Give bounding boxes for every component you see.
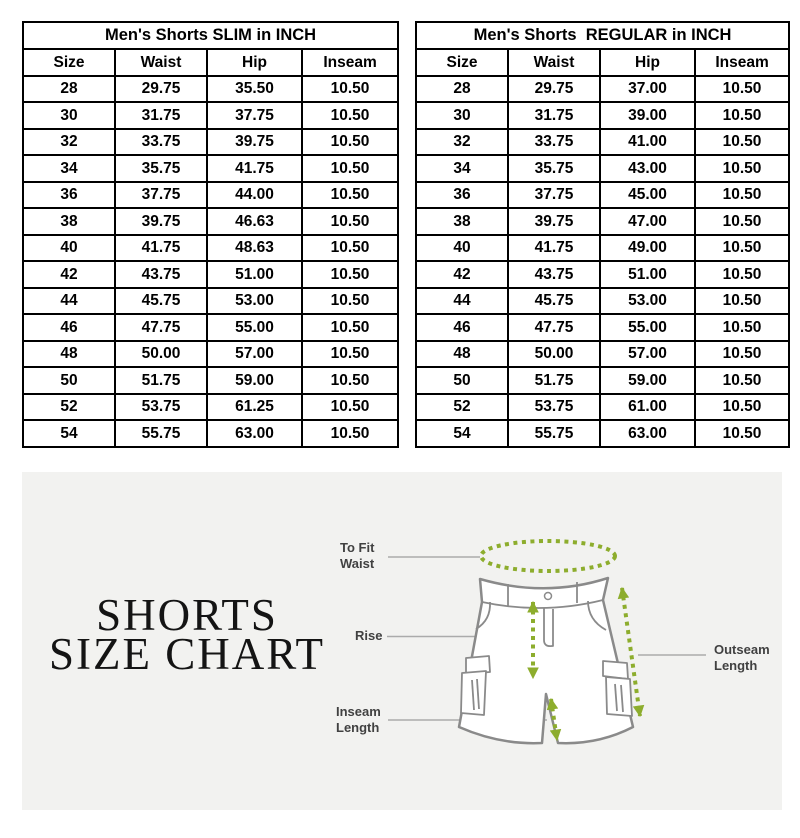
table-cell: 35.75 (508, 155, 600, 182)
table-cell: 53.75 (508, 394, 600, 421)
table-cell: 57.00 (600, 341, 695, 368)
table-cell: 41.75 (508, 235, 600, 262)
table-cell: 10.50 (695, 76, 789, 103)
table-row (416, 261, 789, 288)
table-cell: 45.75 (508, 288, 600, 315)
table-cell: 63.00 (600, 420, 695, 447)
column-header-hip: Hip (207, 49, 302, 76)
table-row (23, 76, 398, 103)
table-cell: 45.75 (115, 288, 207, 315)
table-cell: 48 (23, 341, 115, 368)
table-row (416, 76, 789, 103)
table-row (416, 314, 789, 341)
label-rise: Rise (355, 628, 383, 643)
table-row (416, 182, 789, 209)
table-row (23, 208, 398, 235)
table-cell: 55.75 (115, 420, 207, 447)
table-cell: 50.00 (115, 341, 207, 368)
table-row (416, 155, 789, 182)
label-to-fit-waist (340, 540, 374, 572)
table-cell: 41.75 (115, 235, 207, 262)
table-cell: 10.50 (695, 129, 789, 156)
column-header-size: Size (416, 49, 508, 76)
table-cell: 55.00 (600, 314, 695, 341)
table-cell: 42 (416, 261, 508, 288)
table-cell: 37.75 (207, 102, 302, 129)
table-row (23, 102, 398, 129)
table-cell: 52 (416, 394, 508, 421)
table-row (23, 129, 398, 156)
button (545, 593, 552, 600)
table-cell: 10.50 (695, 394, 789, 421)
table-cell: 10.50 (302, 314, 398, 341)
table-row (416, 208, 789, 235)
table-row (23, 235, 398, 262)
table-title: Men's Shorts SLIM in INCH (23, 22, 398, 49)
table-cell: 41.75 (207, 155, 302, 182)
table-cell: 10.50 (695, 341, 789, 368)
table-cell: 10.50 (302, 102, 398, 129)
cargo-pocket-right (606, 677, 632, 716)
table-cell: 29.75 (508, 76, 600, 103)
table-cell: 43.75 (508, 261, 600, 288)
table-cell: 55.00 (207, 314, 302, 341)
table-cell: 44.00 (207, 182, 302, 209)
column-header-inseam: Inseam (695, 49, 789, 76)
table-cell: 61.00 (600, 394, 695, 421)
table-row (416, 394, 789, 421)
column-header-inseam: Inseam (302, 49, 398, 76)
table-cell: 33.75 (508, 129, 600, 156)
table-row (416, 102, 789, 129)
table-cell: 51.00 (600, 261, 695, 288)
table-cell: 10.50 (302, 155, 398, 182)
table-cell: 31.75 (115, 102, 207, 129)
table-cell: 42 (23, 261, 115, 288)
table-cell: 45.00 (600, 182, 695, 209)
label-outseam-line2: Length (714, 658, 758, 673)
table-cell: 47.00 (600, 208, 695, 235)
table-header-row (23, 49, 398, 76)
table-cell: 10.50 (302, 394, 398, 421)
table-cell: 59.00 (207, 367, 302, 394)
table-cell: 48.63 (207, 235, 302, 262)
table-cell: 52 (23, 394, 115, 421)
table-row (23, 367, 398, 394)
table-cell: 31.75 (508, 102, 600, 129)
table-cell: 50.00 (508, 341, 600, 368)
table-cell: 10.50 (302, 182, 398, 209)
table-row (23, 182, 398, 209)
table-cell: 37.00 (600, 76, 695, 103)
slim-size-table (22, 21, 399, 448)
table-row (23, 261, 398, 288)
table-cell: 10.50 (302, 341, 398, 368)
diagram-panel (22, 472, 782, 810)
table-row (416, 420, 789, 447)
table-cell: 51.75 (508, 367, 600, 394)
diagram-title-line1: SHORTS (96, 590, 278, 640)
table-cell: 36 (416, 182, 508, 209)
table-cell: 37.75 (115, 182, 207, 209)
table-cell: 10.50 (695, 182, 789, 209)
table-cell: 35.75 (115, 155, 207, 182)
table-cell: 10.50 (302, 208, 398, 235)
table-row (416, 367, 789, 394)
table-row (23, 288, 398, 315)
table-cell: 10.50 (695, 102, 789, 129)
table-cell: 39.75 (115, 208, 207, 235)
table-cell: 43.00 (600, 155, 695, 182)
column-header-waist: Waist (115, 49, 207, 76)
table-cell: 38 (416, 208, 508, 235)
label-inseam-line1: Inseam (336, 704, 381, 719)
table-cell: 10.50 (302, 261, 398, 288)
table-cell: 35.50 (207, 76, 302, 103)
table-cell: 28 (23, 76, 115, 103)
column-header-waist: Waist (508, 49, 600, 76)
table-cell: 29.75 (115, 76, 207, 103)
table-cell: 32 (416, 129, 508, 156)
table-cell: 48 (416, 341, 508, 368)
table-cell: 47.75 (508, 314, 600, 341)
table-title-row (23, 22, 398, 49)
table-cell: 32 (23, 129, 115, 156)
table-title: Men's Shorts REGULAR in INCH (416, 22, 789, 49)
table-cell: 10.50 (695, 314, 789, 341)
table-cell: 10.50 (695, 155, 789, 182)
table-cell: 44 (416, 288, 508, 315)
table-cell: 10.50 (695, 235, 789, 262)
table-cell: 38 (23, 208, 115, 235)
table-cell: 10.50 (302, 367, 398, 394)
table-row (23, 155, 398, 182)
table-cell: 10.50 (302, 129, 398, 156)
table-cell: 36 (23, 182, 115, 209)
label-inseam-line2: Length (336, 720, 380, 735)
table-cell: 47.75 (115, 314, 207, 341)
table-cell: 39.00 (600, 102, 695, 129)
table-cell: 40 (23, 235, 115, 262)
table-cell: 10.50 (695, 208, 789, 235)
table-cell: 30 (416, 102, 508, 129)
table-cell: 34 (23, 155, 115, 182)
table-cell: 53.75 (115, 394, 207, 421)
table-row (416, 341, 789, 368)
table-row (416, 129, 789, 156)
table-title-row (416, 22, 789, 49)
table-cell: 50 (23, 367, 115, 394)
table-cell: 10.50 (695, 420, 789, 447)
table-cell: 10.50 (695, 288, 789, 315)
table-cell: 54 (416, 420, 508, 447)
label-to-fit-waist-line2: Waist (340, 556, 375, 571)
table-cell: 10.50 (695, 367, 789, 394)
table-row (23, 420, 398, 447)
table-cell: 10.50 (695, 261, 789, 288)
table-cell: 39.75 (207, 129, 302, 156)
table-cell: 10.50 (302, 76, 398, 103)
table-cell: 57.00 (207, 341, 302, 368)
label-inseam-length (336, 704, 381, 736)
table-row (416, 288, 789, 315)
table-cell: 33.75 (115, 129, 207, 156)
column-header-size: Size (23, 49, 115, 76)
regular-size-table (415, 21, 790, 448)
table-cell: 46.63 (207, 208, 302, 235)
waist-measure-ellipse (481, 541, 615, 571)
table-cell: 28 (416, 76, 508, 103)
table-row (23, 314, 398, 341)
table-cell: 39.75 (508, 208, 600, 235)
table-cell: 63.00 (207, 420, 302, 447)
table-cell: 53.00 (207, 288, 302, 315)
table-row (416, 235, 789, 262)
table-cell: 46 (416, 314, 508, 341)
table-header-row (416, 49, 789, 76)
table-cell: 53.00 (600, 288, 695, 315)
label-outseam-length (714, 642, 770, 674)
label-outseam-line1: Outseam (714, 642, 770, 657)
table-cell: 54 (23, 420, 115, 447)
diagram-title (22, 590, 352, 679)
table-cell: 41.00 (600, 129, 695, 156)
table-cell: 30 (23, 102, 115, 129)
table-cell: 51.75 (115, 367, 207, 394)
diagram-title-line2: SIZE CHART (48, 629, 326, 679)
table-cell: 51.00 (207, 261, 302, 288)
table-cell: 55.75 (508, 420, 600, 447)
table-cell: 59.00 (600, 367, 695, 394)
table-cell: 34 (416, 155, 508, 182)
table-cell: 10.50 (302, 288, 398, 315)
table-cell: 10.50 (302, 235, 398, 262)
table-cell: 44 (23, 288, 115, 315)
slim-table-body (23, 76, 398, 447)
regular-table-body (416, 76, 789, 447)
table-row (23, 394, 398, 421)
label-to-fit-waist-line1: To Fit (340, 540, 375, 555)
table-cell: 10.50 (302, 420, 398, 447)
table-cell: 43.75 (115, 261, 207, 288)
column-header-hip: Hip (600, 49, 695, 76)
table-cell: 40 (416, 235, 508, 262)
table-cell: 46 (23, 314, 115, 341)
table-cell: 50 (416, 367, 508, 394)
table-row (23, 341, 398, 368)
table-cell: 61.25 (207, 394, 302, 421)
table-cell: 37.75 (508, 182, 600, 209)
table-cell: 49.00 (600, 235, 695, 262)
